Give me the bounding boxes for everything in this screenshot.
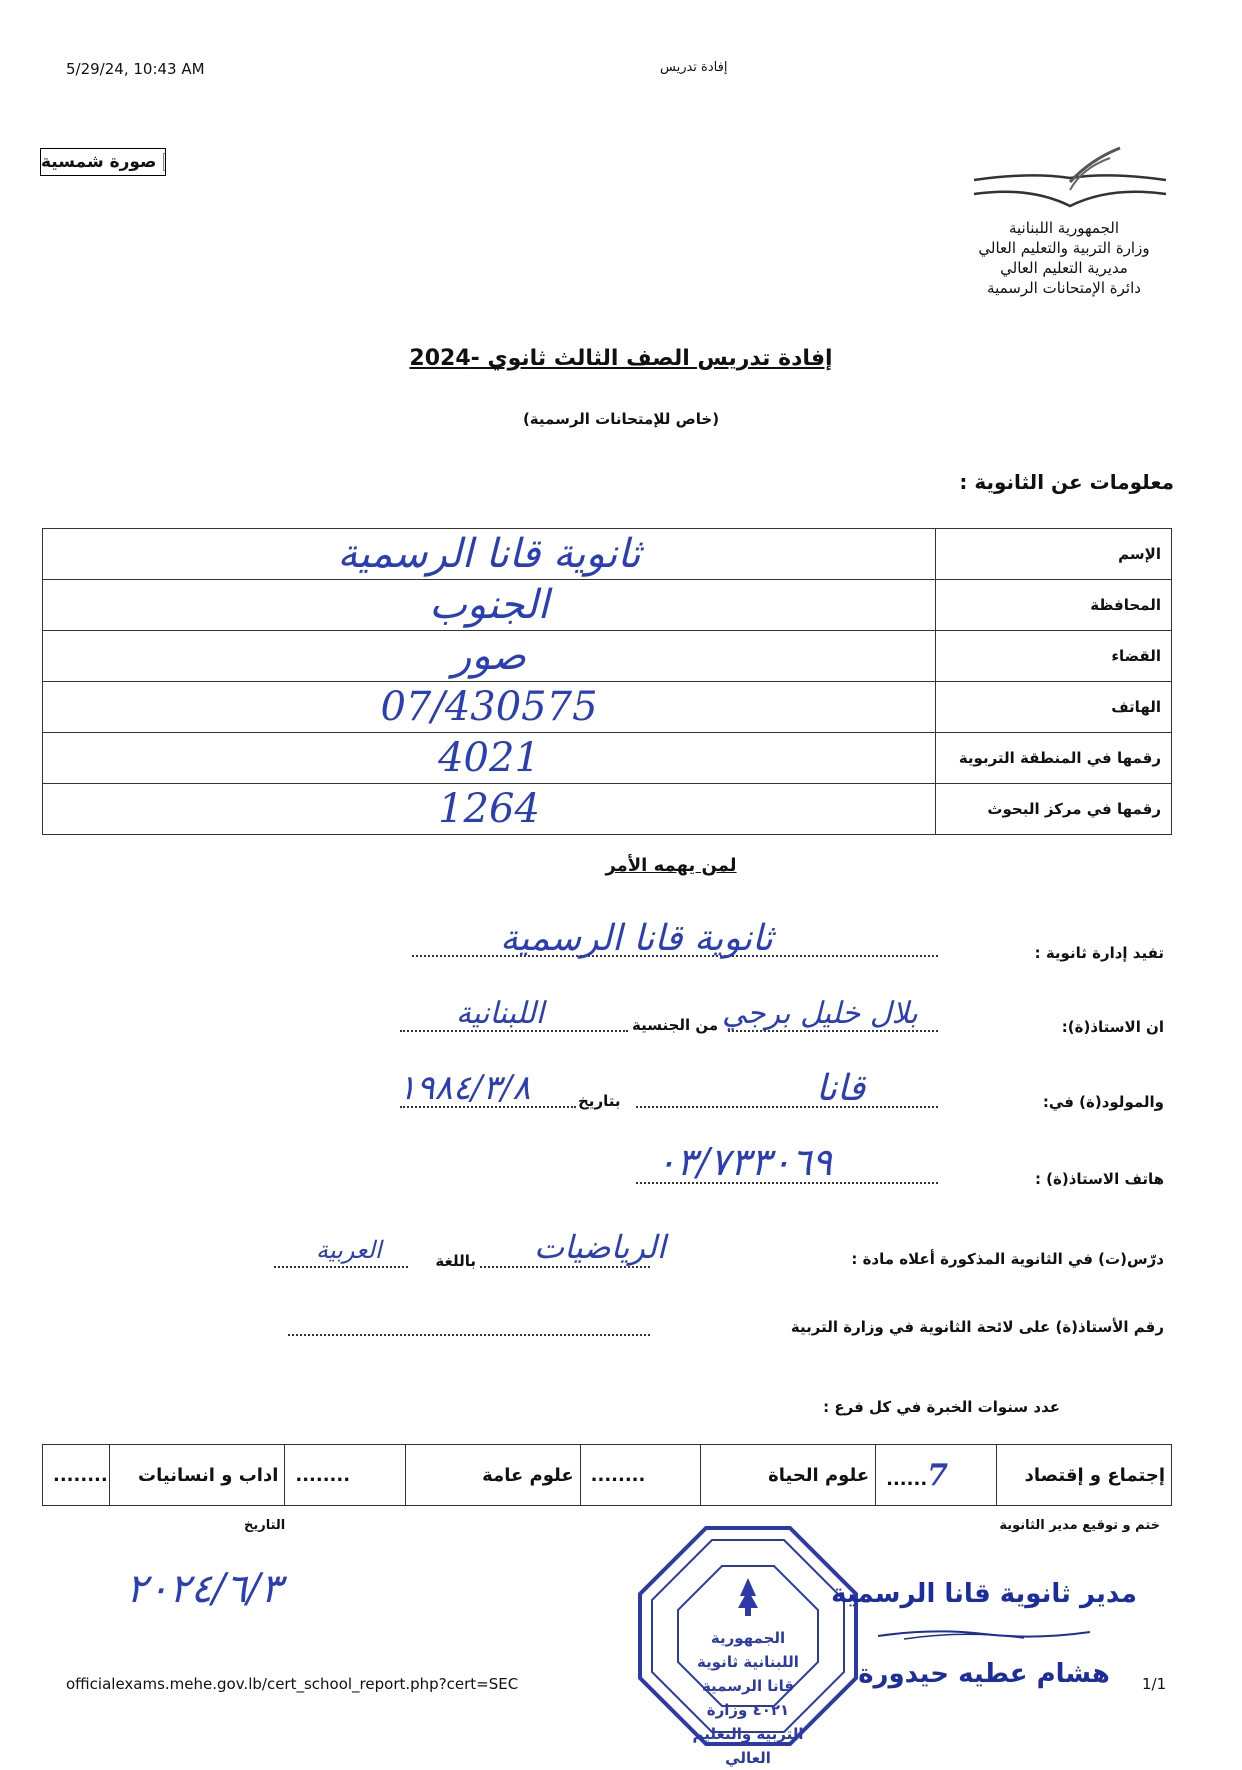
subject-dotted-line [480, 1266, 650, 1268]
subject-label: درّس(ت) في الثانوية المذكورة أعلاه مادة : [851, 1250, 1164, 1268]
print-page-title: إفادة تدريس [660, 60, 728, 75]
field-value: الجنوب [43, 580, 936, 631]
field-label: الإسم [936, 529, 1172, 580]
branch-name: علوم عامة [405, 1445, 580, 1506]
field-label: رقمها في مركز البحوث [936, 784, 1172, 835]
school-section-heading: معلومات عن الثانوية : [959, 470, 1174, 494]
field-value: 1264 [43, 784, 936, 835]
ministry-line: مديرية التعليم العالي [1000, 259, 1128, 277]
date-label: بتاريخ [578, 1092, 621, 1110]
document-title: إفادة تدريس الصف الثالث ثانوي -2024 [409, 346, 833, 371]
principal-signature [831, 1574, 1137, 1694]
photo-placeholder-label: صورة شمسية [41, 152, 157, 172]
table-row [43, 733, 1172, 784]
teacher-handwritten: بلال خليل برجي [722, 996, 918, 1031]
date-handwritten: ١٩٨٤/٣/٨ [398, 1068, 531, 1108]
nationality-label: من الجنسية [632, 1016, 719, 1034]
language-handwritten: العربية [316, 1236, 382, 1264]
born-label: والمولود(ة) في: [1042, 1093, 1164, 1111]
field-label: رقمها في المنطقة التربوية [936, 733, 1172, 784]
ministry-line: دائرة الإمتحانات الرسمية [987, 279, 1141, 297]
born-dotted-line [636, 1106, 938, 1108]
table-row [43, 1445, 1172, 1506]
school-stamp [636, 1524, 860, 1767]
table-row [43, 580, 1172, 631]
experience-heading: عدد سنوات الخبرة في كل فرع : [823, 1398, 1060, 1416]
ministry-book-logo-icon [970, 142, 1170, 217]
ministry-line: وزارة التربية والتعليم العالي [978, 239, 1150, 257]
photo-placeholder [40, 148, 166, 176]
phone-label: هاتف الاستاذ(ة) : [1034, 1170, 1164, 1188]
field-value: 07/430575 [43, 682, 936, 733]
register-dotted-line [288, 1334, 650, 1336]
phone-handwritten: ٠٣/٧٣٣٠٦٩ [656, 1140, 833, 1184]
signature-scribble-icon [874, 1626, 1094, 1642]
table-row [43, 784, 1172, 835]
branch-years: 7...... [876, 1445, 997, 1506]
ministry-line: الجمهورية اللبنانية [1008, 219, 1120, 237]
nationality-handwritten: اللبنانية [456, 996, 545, 1031]
document-subtitle: (خاص للإمتحانات الرسمية) [522, 410, 720, 428]
branch-years: ........ [285, 1445, 406, 1506]
branch-name: اداب و انسانيات [109, 1445, 285, 1506]
table-row [43, 529, 1172, 580]
date-field-handwritten: ٢٠٢٤/٦/٣ [126, 1566, 282, 1612]
register-label: رقم الأستاذ(ة) على لائحة الثانوية في وزارة التربية [790, 1318, 1164, 1336]
field-value: صور [43, 631, 936, 682]
field-label: المحافظة [936, 580, 1172, 631]
branch-name: إجتماع و إقتصاد [996, 1445, 1171, 1506]
date-field-label: التاريخ [244, 1518, 286, 1533]
born-handwritten: قانا [816, 1068, 866, 1109]
school-info-table [42, 528, 1172, 835]
branch-years: ........ [43, 1445, 110, 1506]
field-value: ثانوية قانا الرسمية [43, 529, 936, 580]
signature-label: ختم و توقيع مدير الثانوية [999, 1518, 1160, 1533]
field-label: الهاتف [936, 682, 1172, 733]
to-whom-heading: لمن يهمه الأمر [605, 855, 737, 876]
branch-years: ........ [580, 1445, 701, 1506]
broken-image-icon [163, 153, 166, 171]
language-label: باللغة [435, 1252, 476, 1270]
branch-years-value: 7 [927, 1457, 949, 1493]
field-value: 4021 [43, 733, 936, 784]
branch-name: علوم الحياة [701, 1445, 876, 1506]
subject-handwritten: الرياضيات [534, 1228, 666, 1266]
field-label: القضاء [936, 631, 1172, 682]
stamp-text: الجمهورية اللبنانية ثانوية قانا الرسمية ٤٠٢١ وزارة التربية والتعليم العالي [692, 1629, 804, 1767]
principal-name: هشام عطيه حيدورة [858, 1659, 1110, 1689]
table-row [43, 682, 1172, 733]
experience-table [42, 1444, 1172, 1506]
table-row [43, 631, 1172, 682]
footer-page-number: 1/1 [1142, 1675, 1167, 1693]
teacher-label: ان الاستاذ(ة): [1061, 1018, 1164, 1036]
school-handwritten: ثانوية قانا الرسمية [500, 918, 773, 959]
school-label: تفيد إدارة ثانوية : [1034, 944, 1164, 962]
principal-title: مدير ثانوية قانا الرسمية [831, 1579, 1137, 1609]
language-dotted-line [274, 1266, 408, 1268]
ministry-header [964, 218, 1164, 298]
footer-url: officialexams.mehe.gov.lb/cert_school_report.php?cert=SEC [66, 1675, 519, 1693]
print-timestamp: 5/29/24, 10:43 AM [66, 60, 205, 78]
